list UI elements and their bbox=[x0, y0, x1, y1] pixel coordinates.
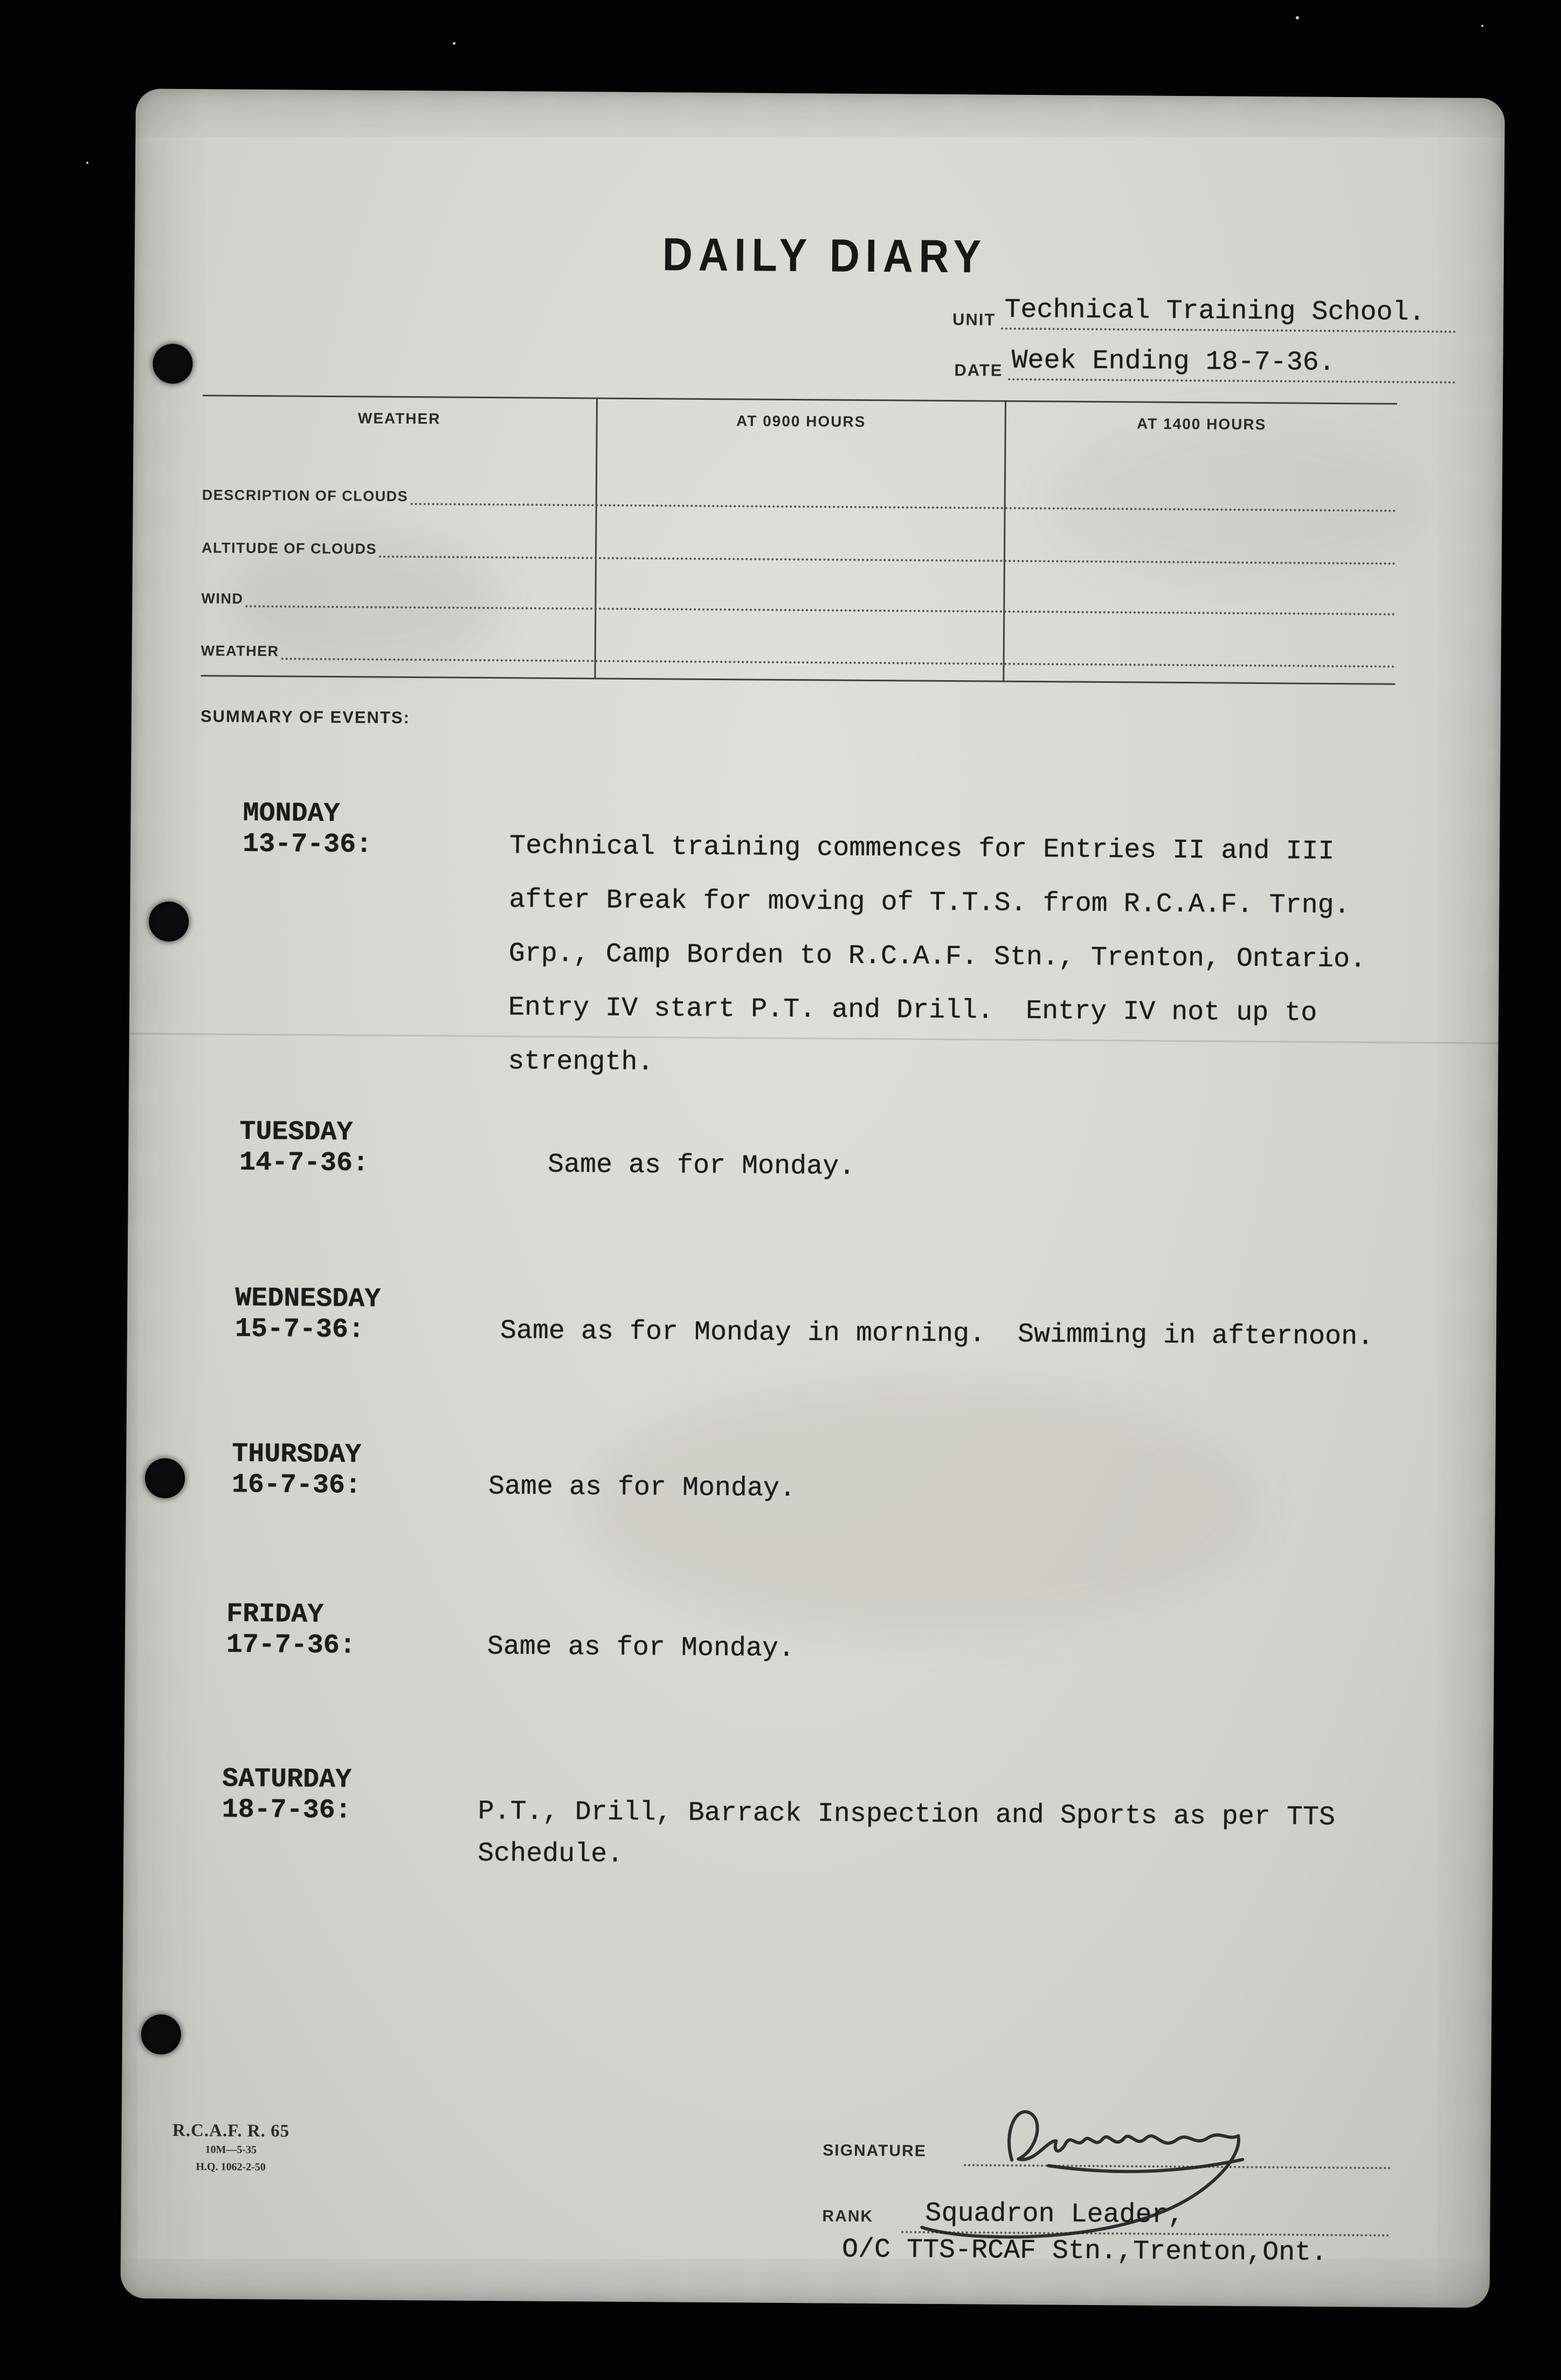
entry-text-line: strength. bbox=[508, 1046, 654, 1078]
page-title: DAILY DIARY bbox=[662, 229, 987, 283]
entry-text-line: Same as for Monday. bbox=[488, 1471, 796, 1505]
entry-text bbox=[500, 1316, 1374, 1364]
entry-day: THURSDAY bbox=[232, 1438, 362, 1471]
entry-day: WEDNESDAY bbox=[235, 1283, 381, 1315]
weather-col-header: AT 0900 HOURS bbox=[736, 412, 866, 430]
diary-entry bbox=[131, 797, 1500, 1078]
entry-text bbox=[508, 831, 1367, 1106]
weather-col-header: WEATHER bbox=[357, 410, 441, 427]
diary-entry bbox=[127, 1438, 1496, 1505]
entry-text-line: Same as for Monday. bbox=[547, 1149, 855, 1182]
entry-date: 18-7-36: bbox=[222, 1794, 351, 1826]
diary-entry bbox=[125, 1598, 1494, 1665]
weather-col-header: AT 1400 HOURS bbox=[1137, 415, 1267, 433]
date-label: DATE bbox=[954, 361, 1003, 380]
entry-text-line: P.T., Drill, Barrack Inspection and Sports as per TTS bbox=[478, 1796, 1336, 1834]
entry-text bbox=[488, 1471, 796, 1516]
entry-day-heading bbox=[232, 1439, 362, 1502]
entry-text-line: Technical training commences for Entries II and III bbox=[509, 831, 1335, 868]
entry-text-line: after Break for moving of T.T.S. from R.C.A.F. Trng. bbox=[509, 884, 1350, 922]
dust-speck bbox=[1481, 25, 1483, 27]
form-print-info: 10M—5-35 bbox=[205, 2143, 257, 2156]
summary-entries bbox=[120, 88, 1505, 2308]
entry-text-line: Same as for Monday in morning. Swimming in afternoon. bbox=[500, 1316, 1374, 1353]
entry-day: SATURDAY bbox=[222, 1763, 352, 1796]
entry-day-heading bbox=[222, 1764, 352, 1826]
diary-entry bbox=[129, 1116, 1498, 1182]
entry-date: 17-7-36: bbox=[226, 1629, 356, 1662]
unit-value: Technical Training School. bbox=[1004, 294, 1425, 329]
entry-text-line: Grp., Camp Borden to R.C.A.F. Stn., Trenton, Ontario. bbox=[508, 938, 1366, 975]
form-number-block bbox=[147, 2121, 315, 2176]
entry-day: TUESDAY bbox=[239, 1116, 353, 1149]
diary-entry bbox=[128, 1282, 1497, 1353]
weather-row-label: WEATHER bbox=[201, 642, 279, 660]
entry-day-heading bbox=[226, 1599, 356, 1662]
dust-speck bbox=[1296, 16, 1299, 19]
unit-label: UNIT bbox=[952, 310, 996, 329]
form-number: R.C.A.F. R. 65 bbox=[172, 2121, 290, 2141]
entry-day: FRIDAY bbox=[226, 1599, 324, 1630]
entry-day: MONDAY bbox=[243, 798, 340, 830]
signature-label: SIGNATURE bbox=[823, 2141, 927, 2160]
entry-day-heading bbox=[235, 1283, 381, 1346]
rank-org-line: O/C TTS-RCAF Stn.,Trenton,Ont. bbox=[841, 2234, 1328, 2268]
entry-text bbox=[548, 1150, 855, 1194]
entry-text-line: Same as for Monday. bbox=[487, 1631, 795, 1665]
entry-day-heading bbox=[239, 1117, 369, 1179]
dust-speck bbox=[86, 162, 88, 164]
document-page bbox=[120, 88, 1505, 2308]
entry-date: 16-7-36: bbox=[231, 1469, 362, 1502]
entry-date: 14-7-36: bbox=[239, 1147, 369, 1179]
entry-text-line: Schedule. bbox=[477, 1838, 624, 1870]
diary-entry bbox=[124, 1763, 1493, 1870]
rank-label: RANK bbox=[822, 2207, 874, 2226]
rank-value: Squadron Leader, bbox=[925, 2198, 1184, 2231]
weather-row-label: DESCRIPTION OF CLOUDS bbox=[202, 487, 409, 504]
entry-text bbox=[478, 1796, 1335, 1886]
entry-day-heading bbox=[243, 798, 372, 861]
entry-date: 15-7-36: bbox=[234, 1313, 365, 1346]
dust-speck bbox=[453, 42, 455, 45]
signature-scrawl bbox=[816, 2082, 1437, 2270]
form-print-info: H.Q. 1062-2-50 bbox=[196, 2161, 266, 2174]
weather-row-label: ALTITUDE OF CLOUDS bbox=[201, 539, 377, 557]
date-value: Week Ending 18-7-36. bbox=[1011, 345, 1335, 378]
weather-row-label: WIND bbox=[201, 590, 244, 607]
summary-heading: SUMMARY OF EVENTS: bbox=[200, 707, 411, 728]
entry-text bbox=[487, 1631, 795, 1676]
entry-date: 13-7-36: bbox=[243, 828, 372, 861]
entry-text-line: Entry IV start P.T. and Drill. Entry IV not up to bbox=[508, 992, 1317, 1029]
